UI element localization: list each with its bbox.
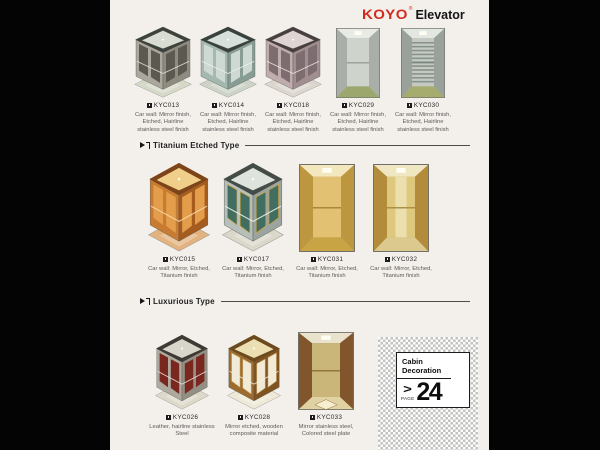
section-rule [245,145,470,146]
product-code: KYC014 [218,102,245,109]
product-thumb-image [198,26,258,98]
product-code-row [237,256,269,263]
product-caption: Car wall: Mirror finish, Etched, Hairline stainless steel finish [134,111,192,133]
product-code: KYC033 [316,414,343,421]
product-code-row [342,102,374,109]
product-caption: Car wall: Mirror finish, Etched, Hairline stainless steel finish [199,111,257,133]
product-code: KYC018 [283,102,310,109]
product-caption: Car wall: Mirror finish, Etched, Hairline stainless steel finish [394,111,452,133]
product-caption: Car wall: Mirror, Etched, Titanium finish [222,265,284,280]
product-card [294,164,360,281]
product-caption: Mirror etched, wooden composite material [225,423,283,438]
product-code: KYC032 [391,256,418,263]
product-marker-icon [342,103,347,108]
product-code-row [147,102,179,109]
product-card [262,26,324,134]
product-card [218,334,290,439]
product-code: KYC028 [244,414,271,421]
product-thumb-image [154,334,210,410]
black-bar-right [489,0,600,450]
product-caption: Mirror stainless steel, Colored steel plate [298,423,354,438]
page-reference-row [397,379,469,407]
section-title: Titanium Etched Type [153,140,240,150]
product-caption: Car wall: Mirror, Etched, Titanium finish [148,265,210,280]
product-thumb-image [401,28,445,98]
cabin-decoration-label: Cabin Decoration [397,353,451,379]
product-card [146,334,218,439]
section-title-row [140,140,470,150]
section-marker-icon [140,142,150,149]
product-caption: Car wall: Mirror finish, Etched, Hairline stainless steel finish [329,111,387,133]
page-chevron-icon: > [403,382,413,397]
product-marker-icon [238,415,243,420]
product-code-row [310,414,342,421]
product-thumb-image [373,164,429,252]
product-card [368,164,434,281]
product-thumb-image [147,162,211,252]
page-chevron-group [401,383,414,401]
product-thumb-image [226,334,282,410]
product-code-row [166,414,198,421]
product-marker-icon [311,257,316,262]
registered-mark-icon: ® [408,6,413,12]
product-card [220,162,286,281]
product-card [146,162,212,281]
product-code: KYC029 [348,102,375,109]
product-code: KYC013 [153,102,180,109]
black-bar-left [0,0,110,450]
product-code: KYC031 [317,256,344,263]
product-code: KYC026 [172,414,199,421]
section-title: Luxurious Type [153,296,215,306]
product-caption: Car wall: Mirror, Etched, Titanium finish [296,265,358,280]
section-1 [140,140,470,281]
section-0 [132,26,454,134]
product-marker-icon [163,257,168,262]
product-code-row [277,102,309,109]
product-caption: Car wall: Mirror finish, Etched, Hairline stainless steel finish [264,111,322,133]
product-thumb-image [133,26,193,98]
product-code: KYC015 [169,256,196,263]
product-thumb-image [336,28,380,98]
product-card [392,28,454,134]
product-marker-icon [237,257,242,262]
product-code-row [212,102,244,109]
product-caption: Leather, hairline stainless Steel [149,423,215,438]
page-number: 24 [416,378,442,406]
product-row [132,26,454,134]
product-code-row [163,256,195,263]
product-marker-icon [212,103,217,108]
product-card [327,28,389,134]
catalog-page [110,0,489,450]
product-marker-icon [385,257,390,262]
product-code: KYC030 [413,102,440,109]
section-marker-icon [140,298,150,305]
product-code-row [311,256,343,263]
product-code-row [407,102,439,109]
product-marker-icon [166,415,171,420]
product-card [197,26,259,134]
page-word: PAGE [401,396,415,402]
brand-logo [362,7,465,22]
product-row [146,332,358,439]
brand-elevator-text: Elevator [415,7,465,22]
product-marker-icon [147,103,152,108]
cabin-decoration-box [396,352,470,408]
product-code: KYC017 [243,256,270,263]
product-marker-icon [310,415,315,420]
product-card [132,26,194,134]
product-thumb-image [221,162,285,252]
section-rule [221,301,470,302]
section-title-row [140,296,470,306]
product-marker-icon [407,103,412,108]
product-thumb-image [298,332,354,410]
product-thumb-image [263,26,323,98]
brand-koyo-text: KOYO [362,6,408,23]
product-thumb-image [299,164,355,252]
product-code-row [238,414,270,421]
product-card [290,332,362,439]
product-code-row [385,256,417,263]
product-marker-icon [277,103,282,108]
product-caption: Car wall: Mirror, Etched, Titanium finish [370,265,432,280]
product-row [146,162,434,281]
